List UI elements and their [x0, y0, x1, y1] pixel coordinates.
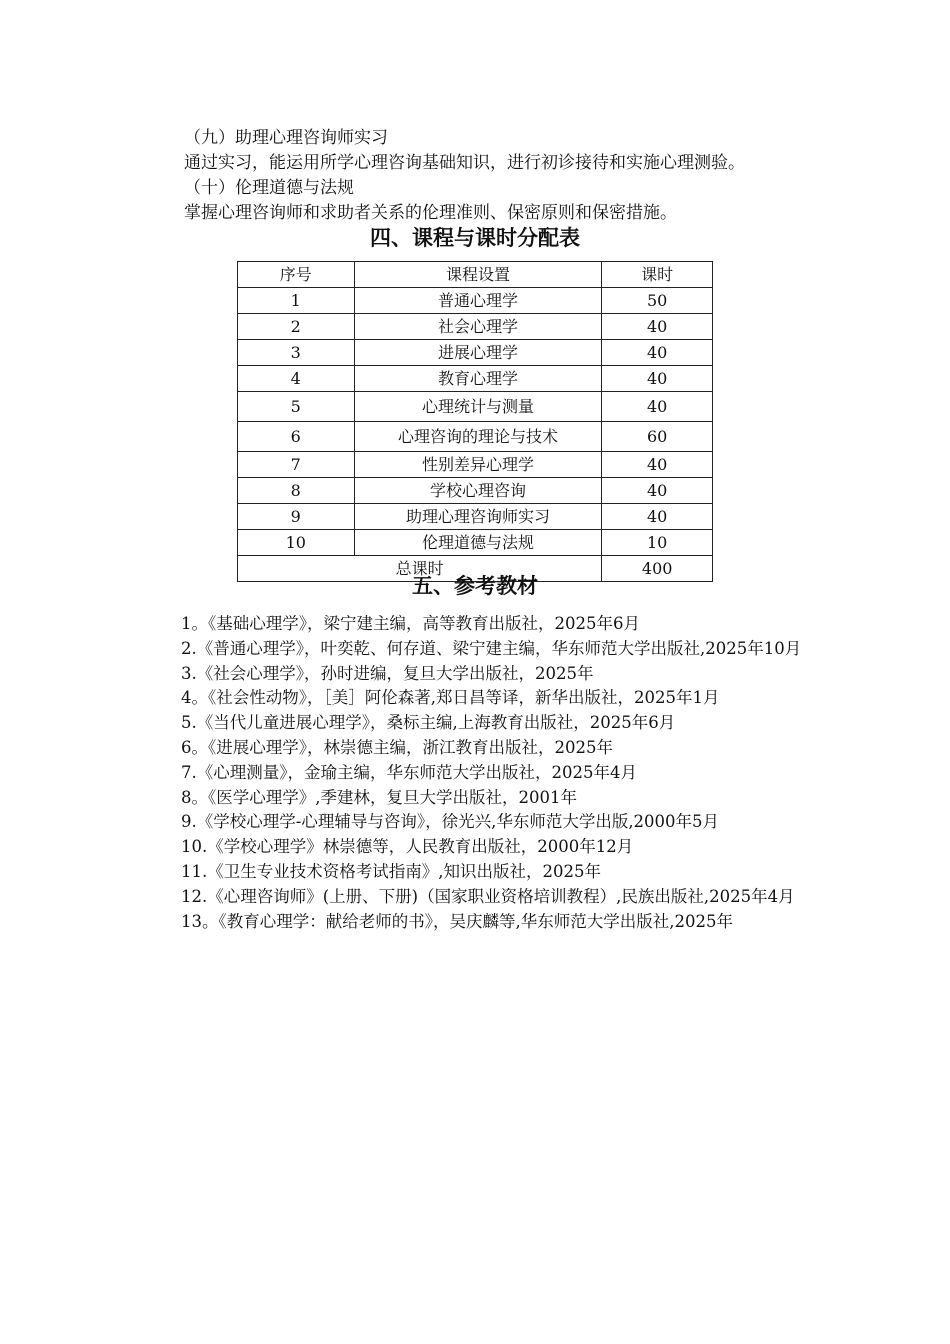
section4-title: 四、课程与课时分配表 — [370, 226, 580, 250]
row-no: 7 — [238, 452, 355, 478]
row-no: 8 — [238, 478, 355, 504]
reference-item: 12.《心理咨询师》(上册、下册)（国家职业资格培训教程）,民族出版社,2025年4月 — [181, 886, 795, 906]
row-no: 5 — [238, 392, 355, 422]
row-course: 助理心理咨询师实习 — [354, 504, 602, 530]
row-hours: 40 — [602, 340, 713, 366]
row-course: 进展心理学 — [354, 340, 602, 366]
reference-item: 13。《教育心理学：献给老师的书》，吴庆麟等,华东师范大学出版社,2025年 — [181, 911, 733, 931]
row-no: 3 — [238, 340, 355, 366]
row-hours: 50 — [602, 288, 713, 314]
table-row — [238, 288, 713, 314]
reference-item: 3.《社会心理学》，孙时进编，复旦大学出版社，2025年 — [181, 663, 594, 683]
reference-item: 11.《卫生专业技术资格考试指南》,知识出版社，2025年 — [181, 861, 601, 881]
total-value: 400 — [602, 556, 713, 582]
reference-item: 9.《学校心理学-心理辅导与咨询》，徐光兴,华东师范大学出版,2000年5月 — [181, 812, 720, 832]
table-row — [238, 478, 713, 504]
header-no: 序号 — [238, 262, 355, 288]
table-row — [238, 504, 713, 530]
reference-item: 2.《普通心理学》，叶奕乾、何存道、梁宁建主编，华东师范大学出版社,2025年10月 — [181, 638, 802, 658]
item9-text: 通过实习，能运用所学心理咨询基础知识，进行初诊接待和实施心理测验。 — [184, 153, 745, 173]
table-row — [238, 452, 713, 478]
table-row — [238, 422, 713, 452]
item10-heading: （十）伦理道德与法规 — [184, 178, 354, 198]
row-no: 10 — [238, 530, 355, 556]
reference-item: 1。《基础心理学》，梁宁建主编，高等教育出版社，2025年6月 — [181, 614, 640, 633]
table-row — [238, 392, 713, 422]
row-no: 2 — [238, 314, 355, 340]
row-hours: 40 — [602, 314, 713, 340]
header-course: 课程设置 — [354, 262, 602, 288]
reference-item: 7.《心理测量》，金瑜主编，华东师范大学出版社，2025年4月 — [181, 762, 637, 782]
row-course: 心理咨询的理论与技术 — [354, 422, 602, 452]
reference-item: 8。《医学心理学》,季建林，复旦大学出版社，2001年 — [181, 787, 577, 807]
row-course: 社会心理学 — [354, 314, 602, 340]
row-hours: 10 — [602, 530, 713, 556]
row-hours: 40 — [602, 392, 713, 422]
table-row — [238, 366, 713, 392]
table-row — [238, 340, 713, 366]
reference-item: 6。《进展心理学》，林崇德主编，浙江教育出版社，2025年 — [181, 737, 613, 757]
row-no: 9 — [238, 504, 355, 530]
header-hours: 课时 — [602, 262, 713, 288]
row-no: 6 — [238, 422, 355, 452]
row-hours: 60 — [602, 422, 713, 452]
total-label: 总课时 — [238, 556, 602, 582]
row-no: 1 — [238, 288, 355, 314]
reference-item: 4。《社会性动物》，［美］阿伦森著,郑日昌等译，新华出版社，2025年1月 — [181, 688, 720, 708]
reference-item: 10.《学校心理学》林崇德等，人民教育出版社，2000年12月 — [181, 837, 634, 857]
reference-list — [145, 612, 810, 934]
reference-item: 5.《当代儿童进展心理学》，桑标主编,上海教育出版社，2025年6月 — [181, 713, 676, 733]
course-hours-table — [237, 261, 713, 582]
row-no: 4 — [238, 366, 355, 392]
section5-title: 五、参考教材 — [412, 574, 538, 598]
table-row — [238, 314, 713, 340]
row-course: 学校心理咨询 — [354, 478, 602, 504]
row-course: 性别差异心理学 — [354, 452, 602, 478]
item10-text: 掌握心理咨询师和求助者关系的伦理准则、保密原则和保密措施。 — [184, 203, 677, 223]
row-course: 心理统计与测量 — [354, 392, 602, 422]
row-hours: 40 — [602, 504, 713, 530]
table-header-row — [238, 262, 713, 288]
row-course: 教育心理学 — [354, 366, 602, 392]
row-hours: 40 — [602, 366, 713, 392]
item9-heading: （九）助理心理咨询师实习 — [184, 128, 388, 148]
table-row — [238, 530, 713, 556]
row-course: 普通心理学 — [354, 288, 602, 314]
row-hours: 40 — [602, 452, 713, 478]
row-hours: 40 — [602, 478, 713, 504]
row-course: 伦理道德与法规 — [354, 530, 602, 556]
